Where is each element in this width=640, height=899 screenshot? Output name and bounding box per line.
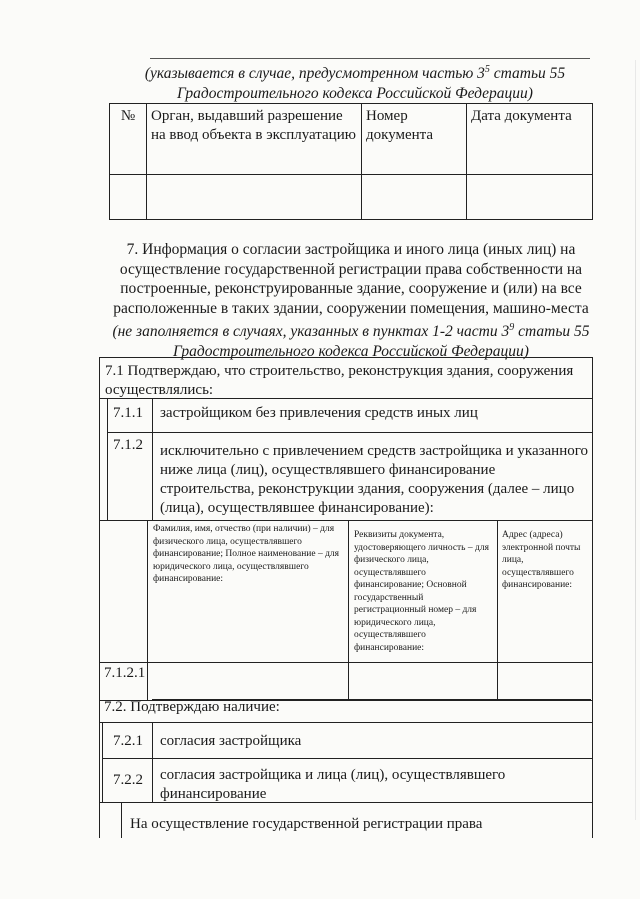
- column-identity-document: Реквизиты документа, удостоверяющего личность – для физического лица, осуществлявшего финансирование; Основной государственный регистрационный номер – для юридического лица, осуществлявшего финансирование:: [354, 530, 489, 653]
- section-7-heading: 7. Информация о согласии застройщика и иного лица (иных лиц) на осуществление государственной регистрации права собственности на построенные, реконструированные здание, сооружение и (или) на все расположенные в таких здании, сооружении помещения, машино-места: [113, 241, 589, 317]
- row-7-1-2-1-number: 7.1.2.1: [104, 665, 146, 681]
- row-7-1-1-text[interactable]: застройщиком без привлечения средств иных лиц: [160, 405, 478, 421]
- permit-table-row: [110, 175, 593, 220]
- top-rule: [150, 58, 590, 59]
- row-7-1-text: 7.1 Подтверждаю, что строительство, реконструкция здания, сооружения осуществлялись:: [105, 363, 574, 398]
- row-7-1-2-text[interactable]: исключительно с привлечением средств застройщика и указанного ниже лица (лиц), осуществлявшего финансирование строительства, реконструкции здания, сооружения (далее – лицо (лица), осуществлявшее финансирование):: [160, 443, 589, 516]
- last-row-text: На осуществление государственной регистрации права: [130, 816, 483, 832]
- header-document-number: Номер документа: [362, 104, 467, 175]
- scan-edge-shadow: [635, 60, 636, 820]
- column-financier-name: Фамилия, имя, отчество (при наличии) – для физического лица, осуществлявшего финансирование; Полное наименование – для юридического лица, осуществлявшего финансирование:: [153, 524, 340, 584]
- financier-name-field[interactable]: [152, 662, 349, 700]
- divider: [99, 398, 592, 399]
- header-issuing-authority: Орган, выдавший разрешение на ввод объекта в эксплуатацию: [147, 104, 362, 175]
- row-7-2-text: 7.2. Подтверждаю наличие:: [104, 699, 280, 715]
- section-7-note: (не заполняется в случаях, указанных в пунктах 1-2 части $3^9$ статьи 55 Градостроительного кодекса Российской Федерации): [112, 322, 590, 360]
- cell-number[interactable]: [110, 175, 147, 220]
- header-document-date: Дата документа: [467, 104, 593, 175]
- row-7-1-2-number: 7.1.2: [113, 437, 143, 453]
- email-field[interactable]: [498, 662, 591, 700]
- top-note-line2: Градостроительного кодекса Российской Федерации): [177, 85, 533, 103]
- permit-table: [109, 103, 593, 220]
- identity-document-field[interactable]: [349, 662, 498, 700]
- column-email: Адрес (адреса) электронной почты лица, осуществлявшего финансирование:: [502, 530, 581, 590]
- cell-document-date[interactable]: [467, 175, 593, 220]
- top-note-line1: (указывается в случае, предусмотренном частью $3^5$ статьи 55: [144, 64, 566, 83]
- cell-issuing-authority[interactable]: [147, 175, 362, 220]
- row-7-2-2-text[interactable]: согласия застройщика и лица (лиц), осуществлявшего финансирование: [160, 767, 506, 802]
- cell-document-number[interactable]: [362, 175, 467, 220]
- row-7-2-1-number: 7.2.1: [113, 733, 143, 749]
- row-7-1-1-number: 7.1.1: [113, 405, 143, 421]
- top-note: [120, 60, 590, 104]
- row-7-2-1-text[interactable]: согласия застройщика: [160, 733, 302, 749]
- row-7-2-2-number: 7.2.2: [113, 772, 143, 788]
- header-number: №: [110, 104, 147, 175]
- permit-table-header: [110, 104, 593, 175]
- section-7: [108, 240, 594, 361]
